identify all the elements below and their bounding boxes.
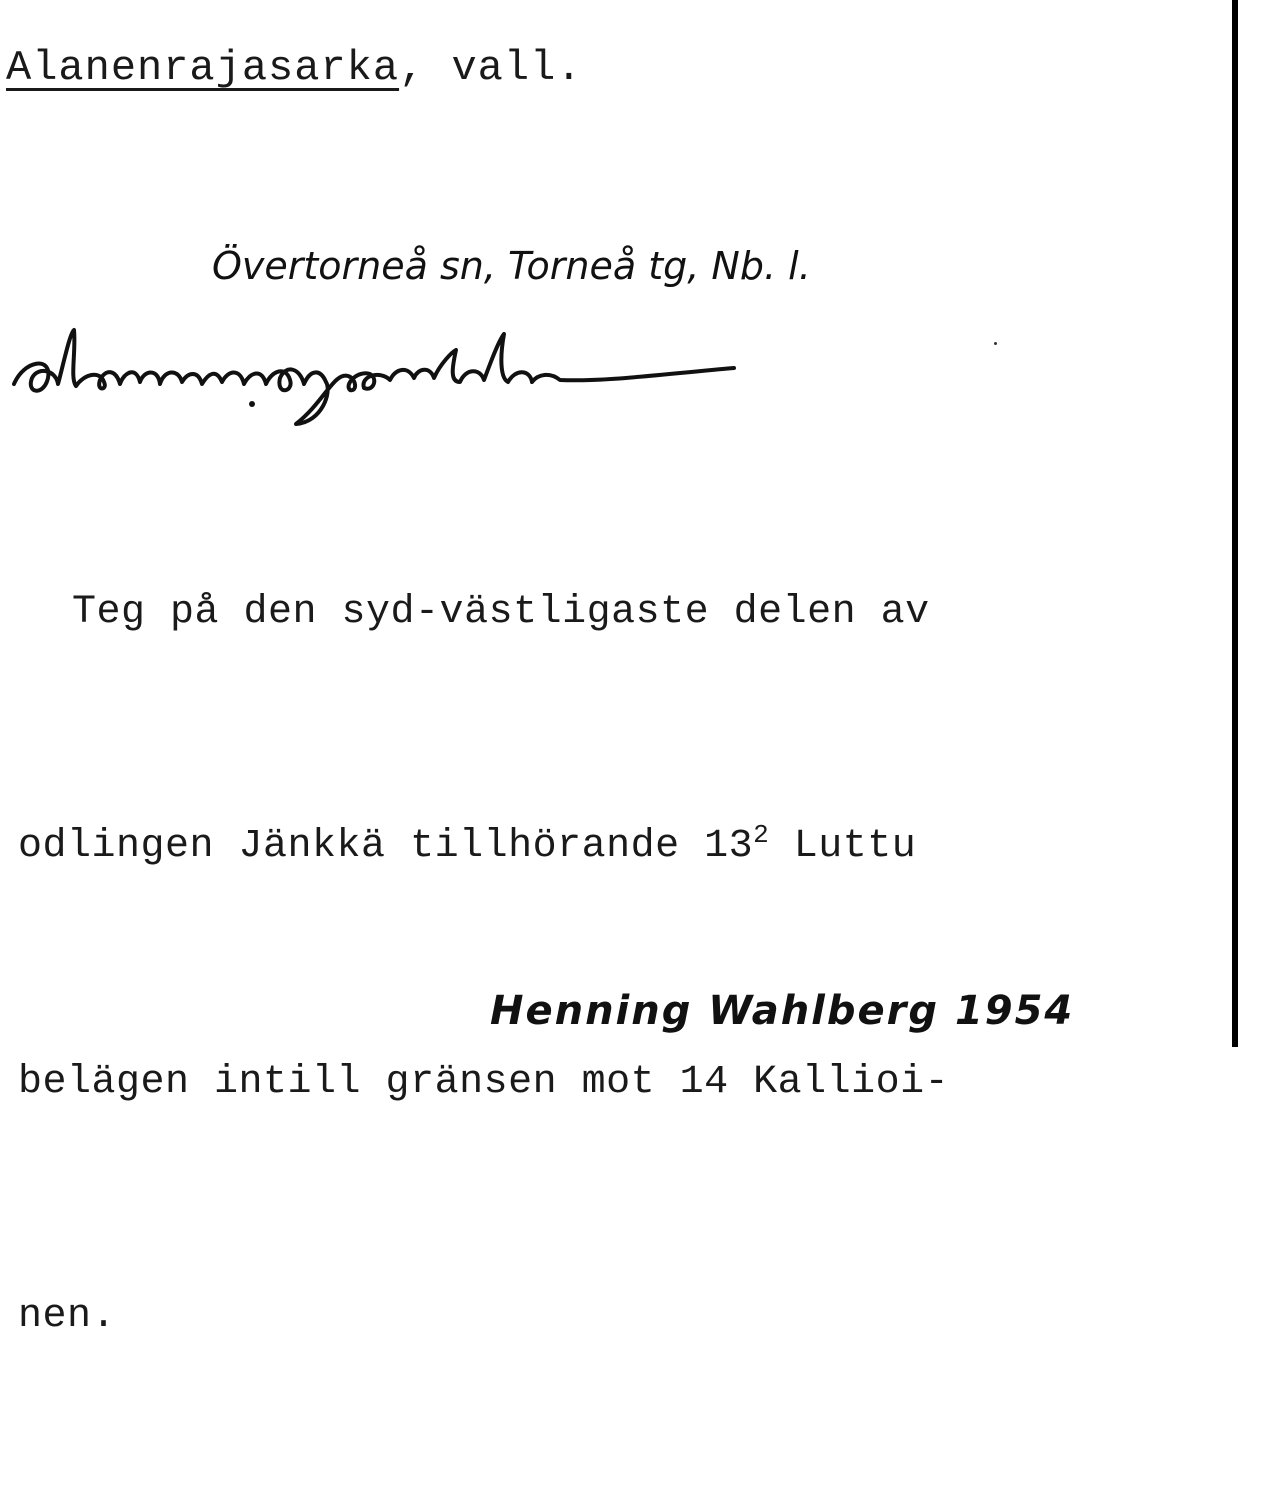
body-line-2-superscript: 2 [753, 820, 770, 850]
body-line-2-main: odlingen Jänkkä tillhörande 13 [18, 824, 754, 869]
card-body [18, 418, 949, 1512]
handwritten-name [4, 312, 764, 432]
signature: Henning Wahlberg 1954 [490, 988, 1075, 1034]
headword: Alanenrajasarka [6, 44, 400, 92]
body-line-2-tail: Luttu [769, 824, 917, 869]
card-edge-line [1232, 0, 1238, 1047]
parish-line: Övertorneå sn, Torneå tg, Nb. l. [212, 244, 811, 288]
body-line-4: nen. [18, 1294, 117, 1339]
body-line-2 [18, 808, 949, 888]
headword-line [6, 44, 583, 92]
headword-suffix: , vall. [399, 44, 583, 92]
body-line-3: belägen intill gränsen mot 14 Kallioi- [18, 1060, 950, 1105]
body-line-1: Teg på den syd-västligaste delen av [72, 590, 930, 635]
ink-speck [994, 342, 997, 345]
